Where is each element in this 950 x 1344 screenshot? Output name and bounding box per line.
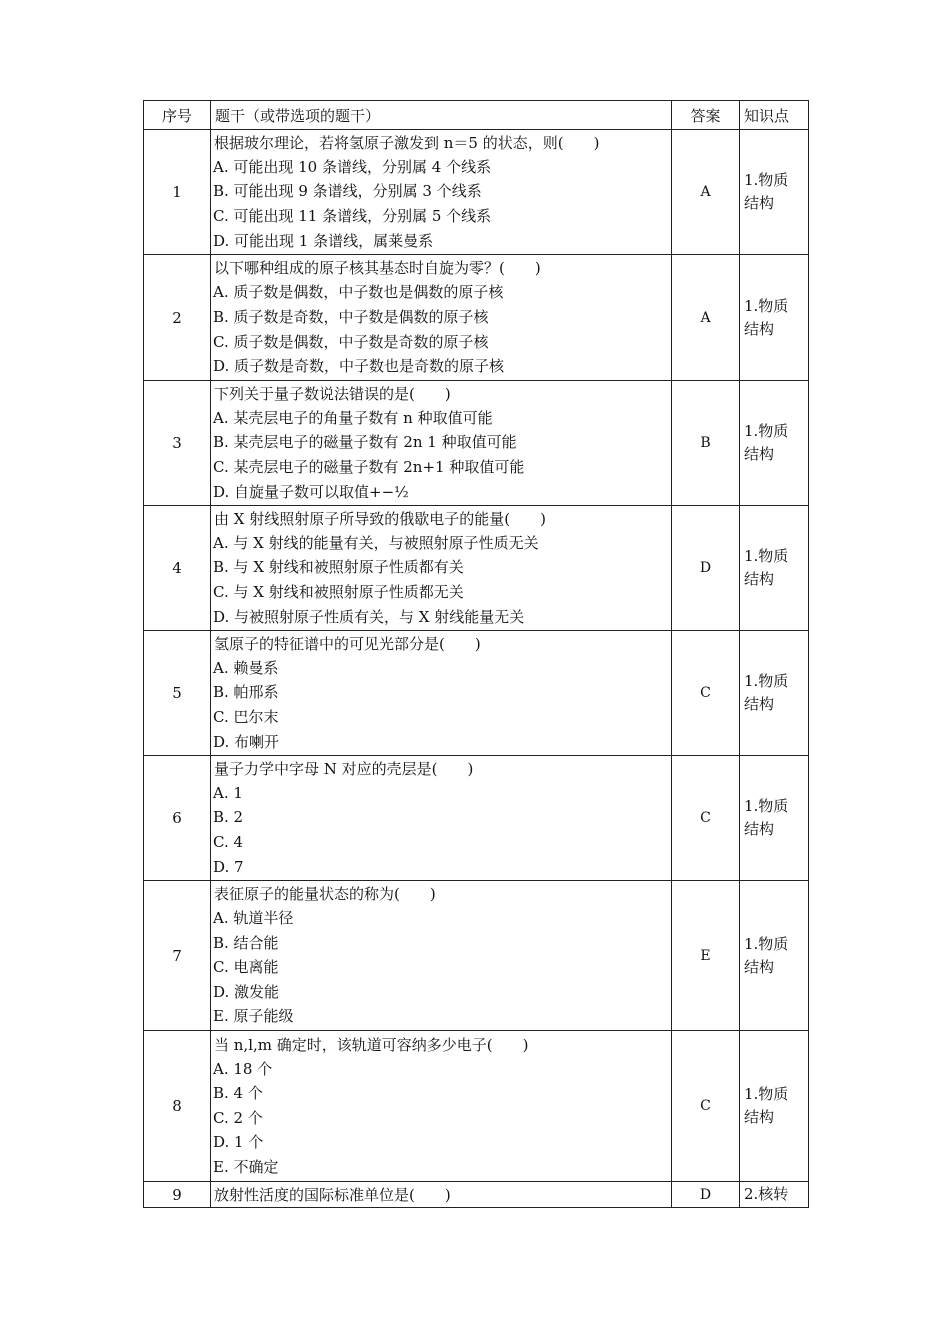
knowledge-line: 结构 xyxy=(744,695,775,713)
option: E. 原子能级 xyxy=(213,1007,294,1026)
row-stem xyxy=(211,381,672,506)
question-text: 下列关于量子数说法错误的是( ) xyxy=(214,384,451,403)
row-knowledge xyxy=(740,756,809,881)
option: A. 质子数是偶数，中子数也是偶数的原子核 xyxy=(213,283,504,302)
row-num: 1 xyxy=(144,130,211,255)
knowledge-line: 结构 xyxy=(744,570,775,588)
question-sheet xyxy=(143,100,808,1208)
question-text: 氢原子的特征谱中的可见光部分是( ) xyxy=(214,634,481,653)
option: E. 不确定 xyxy=(213,1157,279,1176)
row-answer: C xyxy=(672,756,740,881)
knowledge-line: 结构 xyxy=(744,319,775,338)
option: D. 质子数是奇数，中子数也是奇数的原子核 xyxy=(213,357,505,376)
row-knowledge xyxy=(740,130,809,255)
knowledge-line: 1.物质 xyxy=(744,171,789,189)
option: B. 帕邢系 xyxy=(213,683,279,702)
option: B. 某壳层电子的磁量子数有 2n 1 种取值可能 xyxy=(213,433,517,452)
option: A. 18 个 xyxy=(213,1059,273,1078)
knowledge-line: 1.物质 xyxy=(744,672,789,690)
question-table xyxy=(143,100,809,1208)
row-answer: D xyxy=(672,506,740,631)
option: D. 可能出现 1 条谱线，属莱曼系 xyxy=(213,231,434,250)
row-stem xyxy=(211,130,672,255)
row-knowledge xyxy=(740,506,809,631)
option: A. 某壳层电子的角量子数有 n 种取值可能 xyxy=(213,408,493,427)
row-knowledge xyxy=(740,381,809,506)
header-knowledge: 知识点 xyxy=(740,101,809,130)
question-text: 当 n,l,m 确定时，该轨道可容纳多少电子( ) xyxy=(214,1035,529,1054)
row-num: 9 xyxy=(144,1182,211,1208)
knowledge-line: 1.物质 xyxy=(744,547,789,565)
option: C. 某壳层电子的磁量子数有 2n+1 种取值可能 xyxy=(213,458,525,476)
row-num: 4 xyxy=(144,506,211,631)
table-row xyxy=(144,130,809,255)
knowledge-line: 结构 xyxy=(744,1108,775,1126)
option: C. 可能出现 11 条谱线，分别属 5 个线系 xyxy=(213,207,492,225)
question-text: 根据玻尔理论，若将氢原子激发到 n＝5 的状态，则( ) xyxy=(214,133,600,152)
option: C. 4 xyxy=(213,833,244,851)
row-knowledge xyxy=(740,1182,809,1208)
header-row xyxy=(144,101,809,130)
option: C. 质子数是偶数，中子数是奇数的原子核 xyxy=(213,332,489,351)
table-row xyxy=(144,1031,809,1182)
question-text: 以下哪种组成的原子核其基态时自旋为零？( ) xyxy=(214,259,541,278)
row-num: 7 xyxy=(144,881,211,1031)
knowledge-line: 结构 xyxy=(744,957,775,976)
row-knowledge xyxy=(740,1031,809,1182)
option: B. 4 个 xyxy=(213,1084,263,1103)
option: D. 布喇开 xyxy=(213,732,280,751)
option: B. 与 X 射线和被照射原子性质都有关 xyxy=(213,558,464,577)
option: B. 结合能 xyxy=(213,933,279,952)
row-num: 3 xyxy=(144,381,211,506)
row-num: 5 xyxy=(144,631,211,756)
option: D. 激发能 xyxy=(213,982,280,1001)
row-stem xyxy=(211,506,672,631)
option: C. 与 X 射线和被照射原子性质都无关 xyxy=(213,583,464,601)
question-text: 表征原子的能量状态的称为( ) xyxy=(214,885,436,904)
row-answer: E xyxy=(672,881,740,1031)
option: A. 与 X 射线的能量有关，与被照射原子性质无关 xyxy=(213,533,539,552)
knowledge-line: 1.物质 xyxy=(744,296,789,315)
row-num: 2 xyxy=(144,255,211,381)
option: A. 1 xyxy=(213,783,243,802)
row-answer: C xyxy=(672,631,740,756)
row-stem xyxy=(211,255,672,381)
row-answer: A xyxy=(672,255,740,381)
knowledge-line: 结构 xyxy=(744,194,775,212)
header-stem: 题干（或带选项的题干） xyxy=(211,101,672,130)
knowledge-line: 1.物质 xyxy=(744,934,789,953)
row-knowledge xyxy=(740,255,809,381)
option: A. 轨道半径 xyxy=(213,909,294,928)
option: A. 赖曼系 xyxy=(213,658,279,677)
option: D. 与被照射原子性质有关，与 X 射线能量无关 xyxy=(213,607,525,626)
row-num: 8 xyxy=(144,1031,211,1182)
knowledge-line: 1.物质 xyxy=(744,422,789,440)
knowledge-line: 1.物质 xyxy=(744,797,789,815)
option: A. 可能出现 10 条谱线，分别属 4 个线系 xyxy=(213,157,492,176)
option: B. 可能出现 9 条谱线，分别属 3 个线系 xyxy=(213,182,482,201)
row-knowledge xyxy=(740,631,809,756)
table-row xyxy=(144,255,809,381)
option: C. 巴尔末 xyxy=(213,708,279,726)
row-num: 6 xyxy=(144,756,211,881)
option: C. 2 个 xyxy=(213,1108,263,1127)
table-row xyxy=(144,756,809,881)
row-answer: D xyxy=(672,1182,740,1208)
question-text: 放射性活度的国际标准单位是( ) xyxy=(214,1185,451,1204)
row-answer: B xyxy=(672,381,740,506)
row-answer: C xyxy=(672,1031,740,1182)
row-stem xyxy=(211,631,672,756)
question-text: 由 X 射线照射原子所导致的俄歇电子的能量( ) xyxy=(214,509,546,528)
knowledge-line: 结构 xyxy=(744,820,775,838)
table-row xyxy=(144,881,809,1031)
table-row xyxy=(144,631,809,756)
row-stem xyxy=(211,1182,672,1208)
table-row xyxy=(144,381,809,506)
row-knowledge xyxy=(740,881,809,1031)
row-answer: A xyxy=(672,130,740,255)
row-stem xyxy=(211,756,672,881)
knowledge-line: 结构 xyxy=(744,445,775,463)
table-row xyxy=(144,1182,809,1208)
option: B. 质子数是奇数，中子数是偶数的原子核 xyxy=(213,307,489,326)
knowledge-line: 1.物质 xyxy=(744,1085,789,1103)
row-stem xyxy=(211,881,672,1031)
knowledge-line: 2.核转 xyxy=(744,1185,789,1203)
question-text: 量子力学中字母 N 对应的壳层是( ) xyxy=(214,759,474,778)
option: D. 自旋量子数可以取值+−½ xyxy=(213,482,409,501)
table-row xyxy=(144,506,809,631)
option: C. 电离能 xyxy=(213,958,279,977)
option: B. 2 xyxy=(213,808,244,827)
header-num: 序号 xyxy=(144,101,211,130)
header-answer: 答案 xyxy=(672,101,740,130)
option: D. 7 xyxy=(213,857,244,876)
row-stem xyxy=(211,1031,672,1182)
option: D. 1 个 xyxy=(213,1133,264,1152)
